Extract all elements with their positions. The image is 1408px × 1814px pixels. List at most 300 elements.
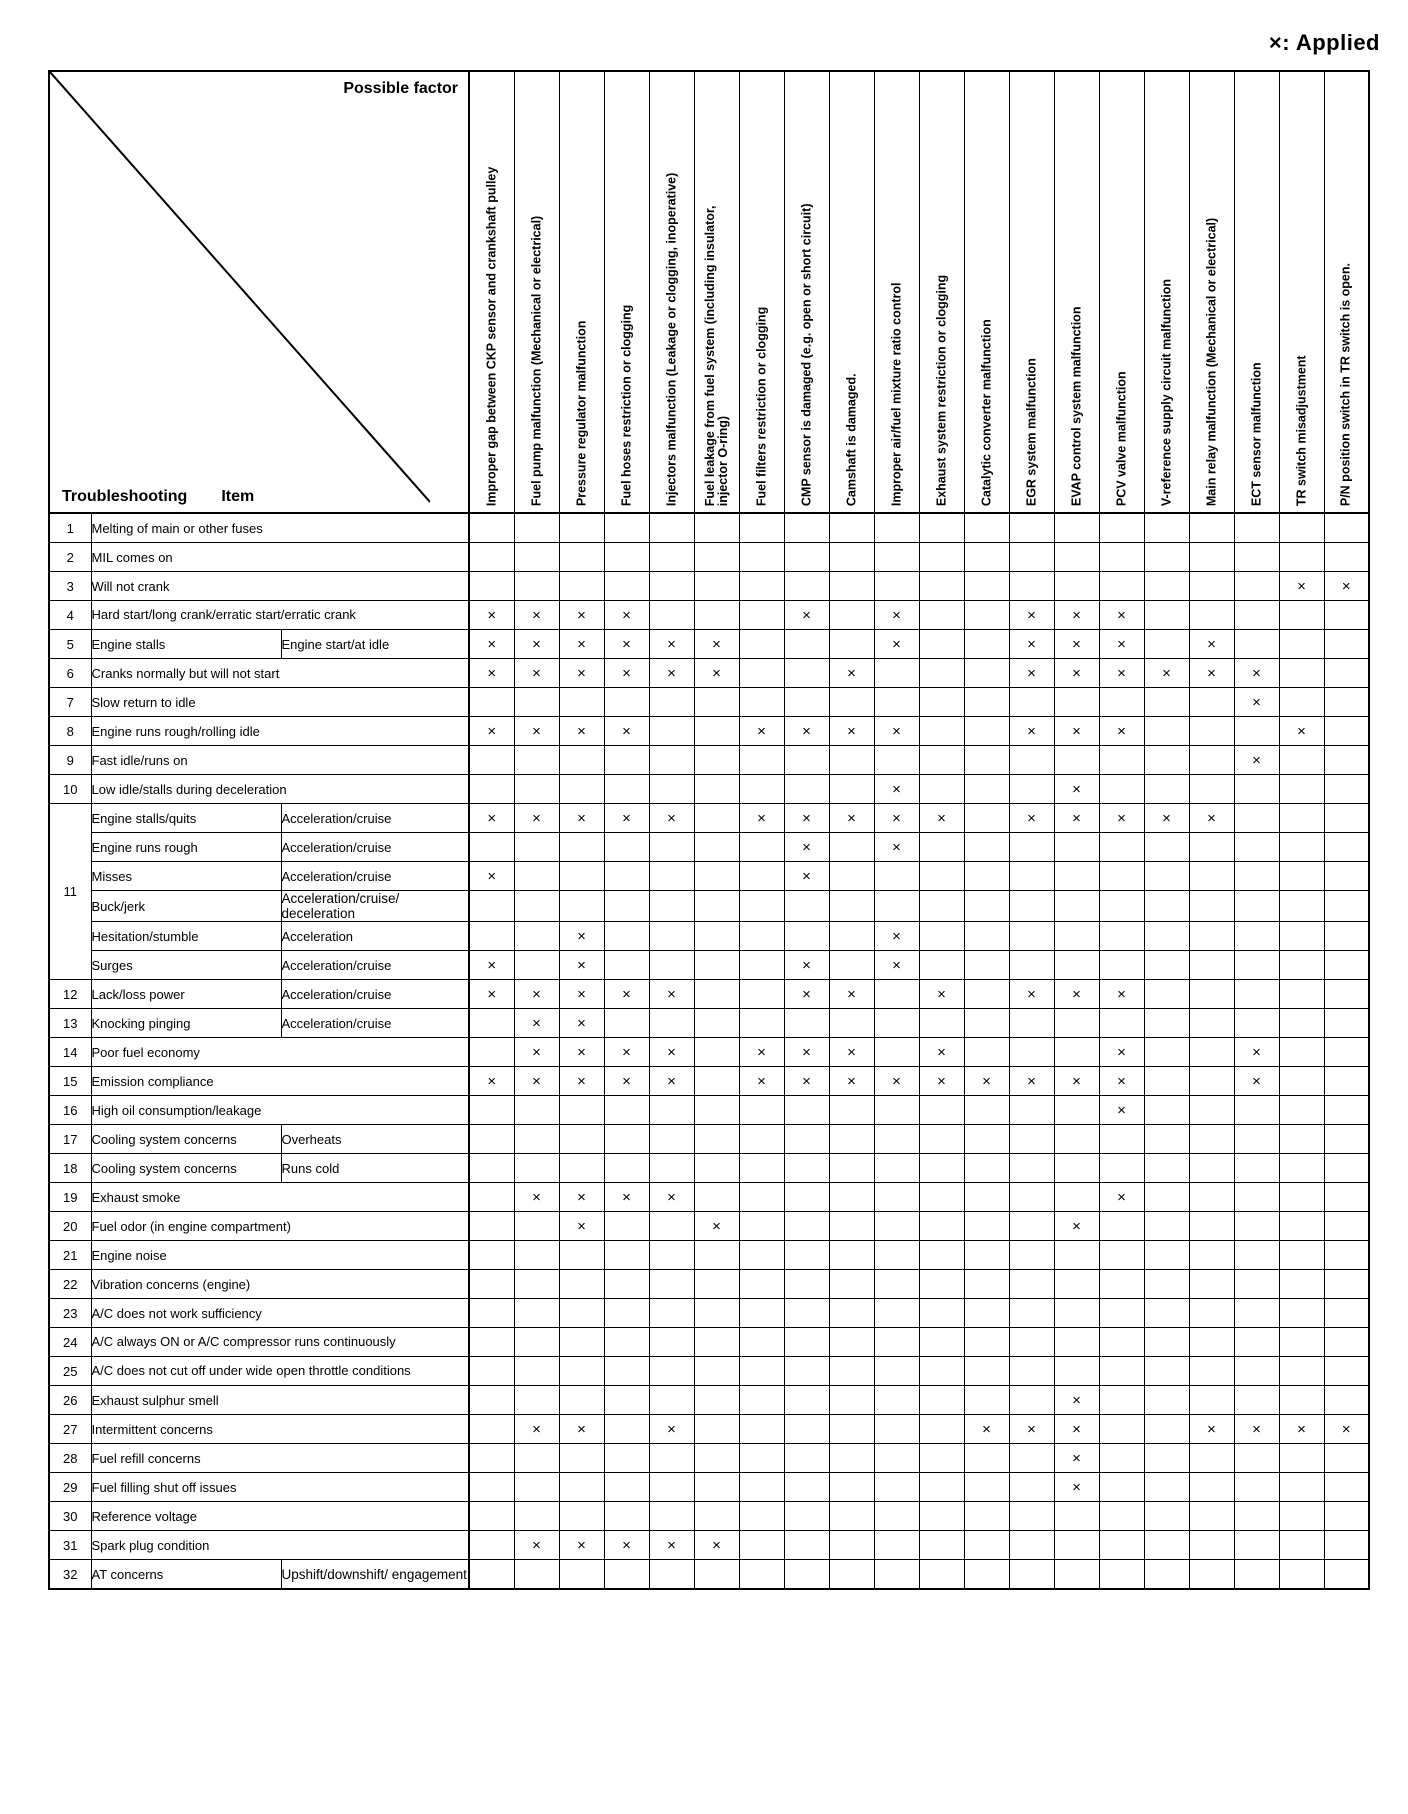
- matrix-cell: [1234, 1125, 1279, 1154]
- matrix-cell: [604, 1299, 649, 1328]
- matrix-cell: [739, 688, 784, 717]
- row-item-label: Buck/jerk: [91, 891, 281, 922]
- matrix-cell: [1099, 601, 1144, 630]
- matrix-cell: [874, 1241, 919, 1270]
- matrix-cell: [1279, 572, 1324, 601]
- matrix-cell: [1189, 1415, 1234, 1444]
- matrix-cell: [739, 775, 784, 804]
- matrix-cell: [1279, 1125, 1324, 1154]
- matrix-cell: [1099, 980, 1144, 1009]
- applied-mark: ×: [1117, 985, 1126, 1003]
- matrix-cell: [559, 1183, 604, 1212]
- applied-mark: ×: [712, 635, 721, 653]
- matrix-cell: [1279, 833, 1324, 862]
- matrix-cell: [1324, 833, 1369, 862]
- matrix-cell: [604, 1038, 649, 1067]
- applied-mark: ×: [712, 664, 721, 682]
- matrix-cell: [604, 601, 649, 630]
- matrix-cell: [1009, 1328, 1054, 1357]
- applied-mark: ×: [1252, 693, 1261, 711]
- matrix-cell: [1324, 1125, 1369, 1154]
- matrix-cell: [1099, 922, 1144, 951]
- applied-mark: ×: [622, 1072, 631, 1090]
- matrix-cell: [559, 1270, 604, 1299]
- matrix-cell: [514, 1096, 559, 1125]
- matrix-cell: [739, 1357, 784, 1386]
- matrix-cell: [1279, 1154, 1324, 1183]
- applied-mark: ×: [532, 635, 541, 653]
- matrix-cell: [919, 746, 964, 775]
- matrix-cell: [1234, 1009, 1279, 1038]
- applied-mark: ×: [622, 606, 631, 624]
- applied-mark: ×: [802, 809, 811, 827]
- row-number: 19: [49, 1183, 91, 1212]
- row-condition-label: Acceleration/cruise/ deceleration: [281, 891, 469, 922]
- matrix-cell: [1009, 891, 1054, 922]
- row-number: 23: [49, 1299, 91, 1328]
- row-number: 30: [49, 1502, 91, 1531]
- table-row: [49, 980, 1369, 1009]
- matrix-cell: [964, 1357, 1009, 1386]
- matrix-cell: [784, 775, 829, 804]
- matrix-cell: [649, 804, 694, 833]
- table-row: [49, 1212, 1369, 1241]
- matrix-cell: [1099, 1299, 1144, 1328]
- row-item-label: Vibration concerns (engine): [91, 1270, 469, 1299]
- applied-mark: ×: [667, 1043, 676, 1061]
- matrix-cell: [1054, 630, 1099, 659]
- matrix-cell: [1279, 543, 1324, 572]
- applied-mark: ×: [757, 1043, 766, 1061]
- factor-header-8: [829, 71, 874, 513]
- row-item-label: Fuel refill concerns: [91, 1444, 469, 1473]
- matrix-cell: [919, 601, 964, 630]
- matrix-cell: [919, 862, 964, 891]
- matrix-cell: [1054, 1386, 1099, 1415]
- factor-header-2: [559, 71, 604, 513]
- table-row: [49, 1009, 1369, 1038]
- matrix-cell: [919, 1067, 964, 1096]
- matrix-cell: [1234, 1154, 1279, 1183]
- matrix-cell: [559, 922, 604, 951]
- matrix-cell: [604, 1328, 649, 1357]
- applied-mark: ×: [937, 985, 946, 1003]
- applied-mark: ×: [667, 809, 676, 827]
- applied-mark: ×: [577, 956, 586, 974]
- matrix-cell: [874, 1154, 919, 1183]
- matrix-cell: [1324, 1154, 1369, 1183]
- applied-mark: ×: [892, 927, 901, 945]
- applied-mark: ×: [577, 985, 586, 1003]
- matrix-cell: [1009, 1212, 1054, 1241]
- row-condition-label: Acceleration/cruise: [281, 804, 469, 833]
- matrix-cell: [1189, 980, 1234, 1009]
- table-row: [49, 1270, 1369, 1299]
- matrix-cell: [1144, 1067, 1189, 1096]
- factor-header-label: EGR system malfunction: [1023, 358, 1038, 506]
- row-item-label: Low idle/stalls during deceleration: [91, 775, 469, 804]
- applied-mark: ×: [532, 1072, 541, 1090]
- matrix-cell: [739, 1473, 784, 1502]
- matrix-cell: [784, 1241, 829, 1270]
- matrix-cell: [829, 1299, 874, 1328]
- factor-header-label: Fuel hoses restriction or clogging: [618, 304, 633, 506]
- matrix-cell: [469, 1328, 514, 1357]
- matrix-cell: [514, 630, 559, 659]
- factor-header-label: V-reference supply circuit malfunction: [1158, 278, 1173, 506]
- applied-mark: ×: [487, 635, 497, 653]
- matrix-cell: [784, 513, 829, 543]
- applied-mark: ×: [1117, 1043, 1126, 1061]
- matrix-cell: [514, 1357, 559, 1386]
- matrix-cell: [1279, 513, 1324, 543]
- matrix-cell: [604, 513, 649, 543]
- matrix-cell: [694, 1154, 739, 1183]
- matrix-cell: [514, 980, 559, 1009]
- matrix-cell: [874, 1038, 919, 1067]
- factor-header-7: [784, 71, 829, 513]
- applied-mark: ×: [532, 664, 541, 682]
- matrix-cell: [649, 1009, 694, 1038]
- applied-mark: ×: [757, 809, 766, 827]
- matrix-cell: [1234, 513, 1279, 543]
- matrix-cell: [874, 775, 919, 804]
- applied-mark: ×: [1072, 809, 1081, 827]
- row-item-label: Cranks normally but will not start: [91, 659, 469, 688]
- row-number: 31: [49, 1531, 91, 1560]
- matrix-cell: [1099, 1009, 1144, 1038]
- factor-header-label: Improper air/fuel mixture ratio control: [888, 282, 903, 506]
- applied-mark: ×: [1072, 606, 1081, 624]
- matrix-cell: [874, 1502, 919, 1531]
- matrix-cell: [1054, 1415, 1099, 1444]
- applied-mark: ×: [1341, 1420, 1351, 1438]
- matrix-cell: [694, 513, 739, 543]
- matrix-cell: [829, 1154, 874, 1183]
- troubleshooting-item-label: [62, 488, 254, 506]
- matrix-cell: [469, 1154, 514, 1183]
- matrix-cell: [514, 1328, 559, 1357]
- matrix-cell: [1099, 1386, 1144, 1415]
- factor-header-19: [1324, 71, 1369, 513]
- applied-mark: ×: [667, 1188, 676, 1206]
- matrix-cell: [1144, 1560, 1189, 1590]
- applied-mark: ×: [622, 1536, 631, 1554]
- table-row: [49, 1560, 1369, 1590]
- matrix-cell: [1144, 688, 1189, 717]
- matrix-cell: [1324, 717, 1369, 746]
- factor-header-5: [694, 71, 739, 513]
- matrix-cell: [1054, 1154, 1099, 1183]
- matrix-cell: [1189, 572, 1234, 601]
- matrix-cell: [469, 746, 514, 775]
- matrix-cell: [694, 1502, 739, 1531]
- applied-mark: ×: [847, 664, 856, 682]
- matrix-cell: [469, 951, 514, 980]
- matrix-cell: [784, 717, 829, 746]
- matrix-cell: [1009, 775, 1054, 804]
- matrix-cell: [514, 572, 559, 601]
- applied-mark: ×: [892, 956, 901, 974]
- matrix-cell: [604, 1531, 649, 1560]
- matrix-cell: [1189, 1270, 1234, 1299]
- matrix-cell: [829, 1502, 874, 1531]
- matrix-cell: [1234, 804, 1279, 833]
- matrix-cell: [1189, 1154, 1234, 1183]
- row-number: 28: [49, 1444, 91, 1473]
- matrix-cell: [1279, 1386, 1324, 1415]
- matrix-cell: [469, 1386, 514, 1415]
- factor-header-0: [469, 71, 514, 513]
- matrix-cell: [1099, 862, 1144, 891]
- factor-header-11: [964, 71, 1009, 513]
- matrix-cell: [1234, 746, 1279, 775]
- matrix-cell: [1189, 630, 1234, 659]
- matrix-cell: [784, 1009, 829, 1038]
- matrix-cell: [514, 1560, 559, 1590]
- row-number: 25: [49, 1357, 91, 1386]
- matrix-cell: [514, 833, 559, 862]
- matrix-cell: [829, 1125, 874, 1154]
- matrix-cell: [604, 1415, 649, 1444]
- applied-mark: ×: [1027, 722, 1036, 740]
- factor-header-label: EVAP control system malfunction: [1068, 306, 1083, 506]
- matrix-cell: [1279, 688, 1324, 717]
- applied-mark: ×: [847, 722, 856, 740]
- matrix-cell: [1234, 980, 1279, 1009]
- matrix-cell: [514, 1009, 559, 1038]
- matrix-cell: [1009, 862, 1054, 891]
- matrix-cell: [1099, 951, 1144, 980]
- row-number: 5: [49, 630, 91, 659]
- matrix-cell: [1324, 1560, 1369, 1590]
- matrix-cell: [1279, 601, 1324, 630]
- matrix-cell: [514, 1502, 559, 1531]
- matrix-cell: [1324, 1299, 1369, 1328]
- row-item-label: Fast idle/runs on: [91, 746, 469, 775]
- matrix-cell: [469, 775, 514, 804]
- matrix-cell: [1009, 951, 1054, 980]
- matrix-cell: [1189, 1212, 1234, 1241]
- matrix-cell: [964, 1241, 1009, 1270]
- matrix-cell: [1054, 1009, 1099, 1038]
- matrix-cell: [469, 862, 514, 891]
- matrix-cell: [469, 513, 514, 543]
- applied-mark: ×: [667, 1420, 676, 1438]
- matrix-cell: [469, 717, 514, 746]
- matrix-cell: [1324, 746, 1369, 775]
- matrix-cell: [604, 1125, 649, 1154]
- matrix-cell: [1324, 1415, 1369, 1444]
- matrix-cell: [1054, 1502, 1099, 1531]
- row-condition-label: Acceleration/cruise: [281, 1009, 469, 1038]
- matrix-cell: [919, 833, 964, 862]
- matrix-cell: [604, 922, 649, 951]
- matrix-cell: [739, 572, 784, 601]
- matrix-cell: [1279, 862, 1324, 891]
- applied-mark: ×: [622, 1043, 631, 1061]
- matrix-cell: [1189, 1386, 1234, 1415]
- row-number: 20: [49, 1212, 91, 1241]
- table-row: [49, 775, 1369, 804]
- table-row: [49, 717, 1369, 746]
- matrix-cell: [1009, 1386, 1054, 1415]
- applied-mark: ×: [1072, 664, 1081, 682]
- matrix-cell: [964, 1183, 1009, 1212]
- matrix-cell: [649, 1444, 694, 1473]
- matrix-cell: [1324, 891, 1369, 922]
- matrix-cell: [1144, 630, 1189, 659]
- matrix-cell: [1279, 1241, 1324, 1270]
- matrix-cell: [784, 1386, 829, 1415]
- factor-header-label: Main relay malfunction (Mechanical or electrical): [1203, 217, 1218, 506]
- matrix-cell: [784, 804, 829, 833]
- matrix-cell: [1234, 688, 1279, 717]
- matrix-cell: [1144, 601, 1189, 630]
- factor-header-label: Improper gap between CKP sensor and crankshaft pulley: [484, 166, 499, 506]
- matrix-cell: [559, 1299, 604, 1328]
- matrix-cell: [1144, 1502, 1189, 1531]
- matrix-cell: [1324, 951, 1369, 980]
- row-number: 27: [49, 1415, 91, 1444]
- matrix-cell: [964, 922, 1009, 951]
- matrix-cell: [1279, 1444, 1324, 1473]
- matrix-cell: [919, 775, 964, 804]
- matrix-cell: [1279, 951, 1324, 980]
- matrix-cell: [694, 1328, 739, 1357]
- table-row: [49, 1502, 1369, 1531]
- matrix-cell: [964, 891, 1009, 922]
- applied-mark: ×: [487, 867, 497, 885]
- matrix-cell: [964, 1299, 1009, 1328]
- matrix-cell: [1099, 891, 1144, 922]
- applied-mark: ×: [937, 1072, 946, 1090]
- matrix-cell: [1234, 891, 1279, 922]
- matrix-cell: [559, 1531, 604, 1560]
- matrix-cell: [919, 804, 964, 833]
- matrix-cell: [694, 659, 739, 688]
- applied-mark: ×: [667, 635, 676, 653]
- applied-mark: ×: [847, 1072, 856, 1090]
- row-item-label: MIL comes on: [91, 543, 469, 572]
- matrix-cell: [1324, 1386, 1369, 1415]
- matrix-cell: [739, 1125, 784, 1154]
- matrix-cell: [469, 1009, 514, 1038]
- matrix-cell: [559, 717, 604, 746]
- matrix-cell: [874, 659, 919, 688]
- matrix-cell: [1279, 1038, 1324, 1067]
- matrix-cell: [1324, 1096, 1369, 1125]
- row-item-label: A/C does not work sufficiency: [91, 1299, 469, 1328]
- matrix-cell: [784, 572, 829, 601]
- matrix-cell: [964, 1067, 1009, 1096]
- applied-mark: ×: [1072, 1217, 1081, 1235]
- matrix-cell: [739, 951, 784, 980]
- row-item-label: High oil consumption/leakage: [91, 1096, 469, 1125]
- matrix-cell: [964, 543, 1009, 572]
- matrix-cell: [1009, 543, 1054, 572]
- factor-header-18: [1279, 71, 1324, 513]
- applied-mark: ×: [982, 1420, 991, 1438]
- matrix-cell: [829, 1444, 874, 1473]
- matrix-cell: [1054, 1299, 1099, 1328]
- matrix-cell: [1009, 717, 1054, 746]
- matrix-cell: [1234, 659, 1279, 688]
- matrix-cell: [469, 891, 514, 922]
- matrix-cell: [964, 862, 1009, 891]
- applied-mark: ×: [1072, 1420, 1081, 1438]
- table-row: [49, 1444, 1369, 1473]
- matrix-cell: [919, 1096, 964, 1125]
- matrix-cell: [514, 659, 559, 688]
- row-item-label: Melting of main or other fuses: [91, 513, 469, 543]
- applied-mark: ×: [802, 606, 811, 624]
- matrix-cell: [829, 804, 874, 833]
- row-number: 15: [49, 1067, 91, 1096]
- matrix-cell: [1144, 1125, 1189, 1154]
- matrix-cell: [469, 1560, 514, 1590]
- table-row: [49, 1299, 1369, 1328]
- matrix-cell: [604, 1444, 649, 1473]
- matrix-cell: [1189, 513, 1234, 543]
- matrix-cell: [1189, 688, 1234, 717]
- row-item-label: Lack/loss power: [91, 980, 281, 1009]
- table-row: [49, 862, 1369, 891]
- matrix-cell: [469, 572, 514, 601]
- matrix-cell: [514, 601, 559, 630]
- matrix-cell: [604, 717, 649, 746]
- matrix-cell: [739, 1183, 784, 1212]
- matrix-cell: [739, 1444, 784, 1473]
- matrix-cell: [1054, 1067, 1099, 1096]
- matrix-cell: [784, 1154, 829, 1183]
- applied-mark: ×: [622, 985, 631, 1003]
- matrix-cell: [514, 1444, 559, 1473]
- matrix-cell: [1054, 1096, 1099, 1125]
- matrix-cell: [1144, 543, 1189, 572]
- factor-header-12: [1009, 71, 1054, 513]
- matrix-cell: [649, 688, 694, 717]
- applied-mark: ×: [532, 606, 541, 624]
- row-item-label: Fuel filling shut off issues: [91, 1473, 469, 1502]
- table-row: [49, 1154, 1369, 1183]
- matrix-cell: [1144, 717, 1189, 746]
- matrix-cell: [1279, 659, 1324, 688]
- matrix-cell: [1324, 1357, 1369, 1386]
- row-condition-label: Runs cold: [281, 1154, 469, 1183]
- matrix-cell: [784, 1183, 829, 1212]
- matrix-cell: [1009, 1009, 1054, 1038]
- matrix-cell: [559, 1444, 604, 1473]
- matrix-cell: [919, 1473, 964, 1502]
- matrix-cell: [874, 717, 919, 746]
- matrix-cell: [919, 891, 964, 922]
- matrix-cell: [694, 775, 739, 804]
- matrix-cell: [1099, 543, 1144, 572]
- applied-mark: ×: [622, 635, 631, 653]
- matrix-cell: [829, 1270, 874, 1299]
- matrix-cell: [469, 1531, 514, 1560]
- row-number: 26: [49, 1386, 91, 1415]
- matrix-cell: [604, 1183, 649, 1212]
- header-corner-cell: [49, 71, 469, 513]
- matrix-cell: [514, 951, 559, 980]
- matrix-cell: [1279, 804, 1324, 833]
- matrix-cell: [784, 746, 829, 775]
- matrix-cell: [694, 1096, 739, 1125]
- matrix-container: [48, 70, 1368, 1590]
- matrix-cell: [1099, 1357, 1144, 1386]
